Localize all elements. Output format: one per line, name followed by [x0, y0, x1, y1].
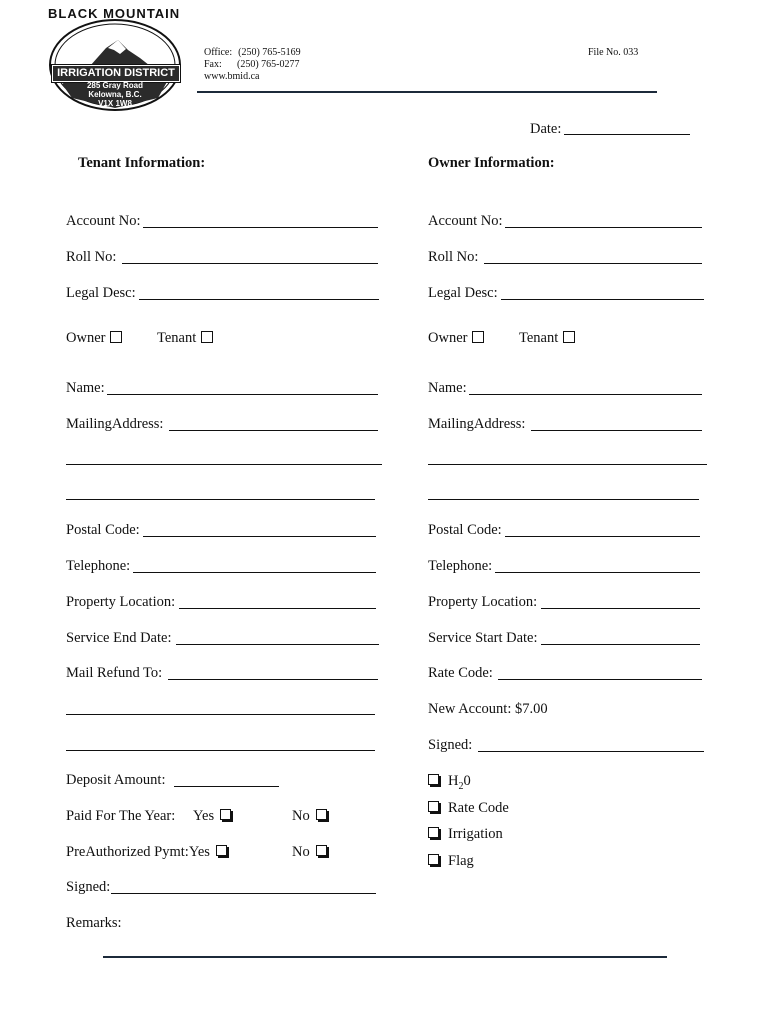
tenant-account-label: Account No:	[66, 213, 141, 229]
tenant-name-label: Name:	[66, 380, 105, 396]
owner-mailing-label: MailingAddress:	[428, 416, 526, 432]
logo-address-street: 285 Gray Road	[86, 81, 144, 90]
tenant-name-field[interactable]	[107, 394, 378, 395]
irrigation-label: Irrigation	[448, 826, 503, 842]
flag-checkbox[interactable]	[428, 854, 439, 865]
tenant-mail-refund-line-3[interactable]	[66, 750, 375, 751]
paid-year-yes-checkbox[interactable]	[220, 809, 231, 820]
tenant-owner-checkbox[interactable]	[110, 331, 122, 343]
owner-account-field[interactable]	[505, 227, 702, 228]
owner-property-label: Property Location:	[428, 594, 538, 610]
owner-signed-label: Signed:	[428, 737, 473, 753]
owner-owner-option[interactable]	[428, 330, 484, 346]
owner-property-field[interactable]	[541, 608, 700, 609]
owner-mailing-line-3[interactable]	[428, 499, 699, 500]
owner-roll-field[interactable]	[484, 263, 702, 264]
tenant-owner-label: Owner	[66, 330, 106, 346]
tenant-tenant-option[interactable]	[157, 330, 213, 346]
tenant-deposit-label: Deposit Amount:	[66, 772, 166, 788]
rate-code-check-label: Rate Code	[448, 800, 509, 816]
logo-address-city: Kelowna, B.C.	[88, 90, 142, 99]
owner-name-field[interactable]	[469, 394, 702, 395]
owner-telephone-field[interactable]	[495, 572, 700, 573]
h2o-label-tail: 0	[463, 773, 471, 789]
irrigation-option[interactable]	[428, 826, 503, 842]
rate-code-option[interactable]	[428, 800, 509, 816]
tenant-tenant-label: Tenant	[157, 330, 197, 346]
owner-rate-code-label: Rate Code:	[428, 665, 493, 681]
owner-signed-field[interactable]	[478, 751, 704, 752]
website: www.bmid.ca	[204, 71, 260, 82]
tenant-postal-label: Postal Code:	[66, 522, 140, 538]
remarks-label: Remarks:	[66, 915, 122, 931]
owner-legal-field[interactable]	[501, 299, 704, 300]
owner-legal-label: Legal Desc:	[428, 285, 498, 301]
flag-option[interactable]	[428, 853, 474, 869]
owner-heading: Owner Information:	[428, 155, 555, 171]
tenant-signed-label: Signed:	[66, 879, 111, 895]
office-phone: (250) 765-5169	[238, 47, 301, 58]
tenant-signed-field[interactable]	[111, 893, 376, 894]
tenant-property-label: Property Location:	[66, 594, 176, 610]
tenant-mailing-line-3[interactable]	[66, 499, 375, 500]
preauth-no-label: No	[292, 844, 310, 860]
owner-postal-field[interactable]	[505, 536, 700, 537]
tenant-property-field[interactable]	[179, 608, 376, 609]
preauth-yes-checkbox[interactable]	[216, 845, 227, 856]
logo-address	[48, 81, 182, 108]
owner-service-start-field[interactable]	[541, 644, 700, 645]
tenant-mailing-field[interactable]	[169, 430, 378, 431]
tenant-mailing-label: MailingAddress:	[66, 416, 164, 432]
paid-year-no-label: No	[292, 808, 310, 824]
fax-number: (250) 765-0277	[237, 59, 300, 70]
owner-mailing-field[interactable]	[531, 430, 702, 431]
tenant-tenant-checkbox[interactable]	[201, 331, 213, 343]
tenant-telephone-label: Telephone:	[66, 558, 131, 574]
owner-service-start-label: Service Start Date:	[428, 630, 538, 646]
owner-rate-code-field[interactable]	[498, 679, 702, 680]
tenant-roll-field[interactable]	[122, 263, 378, 264]
header-rule	[197, 91, 657, 93]
owner-tenant-checkbox[interactable]	[563, 331, 575, 343]
logo-banner-text: IRRIGATION DISTRICT	[57, 67, 175, 79]
date-field[interactable]	[564, 134, 690, 135]
owner-owner-checkbox[interactable]	[472, 331, 484, 343]
paid-year-no-option[interactable]	[292, 808, 327, 824]
tenant-account-field[interactable]	[143, 227, 378, 228]
tenant-legal-field[interactable]	[139, 299, 379, 300]
office-label: Office:	[204, 47, 233, 58]
flag-label: Flag	[448, 853, 474, 869]
owner-name-label: Name:	[428, 380, 467, 396]
tenant-deposit-field[interactable]	[174, 786, 279, 787]
preauth-yes-option[interactable]	[66, 844, 227, 860]
file-number: File No. 033	[588, 47, 639, 58]
paid-year-label: Paid For The Year:	[66, 808, 176, 824]
date-label: Date:	[530, 121, 562, 137]
owner-postal-label: Postal Code:	[428, 522, 502, 538]
owner-account-label: Account No:	[428, 213, 503, 229]
tenant-mail-refund-label: Mail Refund To:	[66, 665, 163, 681]
paid-year-no-checkbox[interactable]	[316, 809, 327, 820]
owner-roll-label: Roll No:	[428, 249, 479, 265]
fax-label: Fax:	[204, 59, 222, 70]
tenant-service-end-field[interactable]	[176, 644, 379, 645]
owner-tenant-label: Tenant	[519, 330, 559, 346]
h2o-option[interactable]	[428, 773, 471, 795]
h2o-label	[448, 773, 471, 792]
tenant-telephone-field[interactable]	[133, 572, 376, 573]
owner-telephone-label: Telephone:	[428, 558, 493, 574]
new-account-fee: New Account: $7.00	[428, 701, 548, 717]
h2o-label-base: H	[448, 773, 459, 789]
tenant-mail-refund-field[interactable]	[168, 679, 378, 680]
tenant-legal-label: Legal Desc:	[66, 285, 136, 301]
logo-address-postal: V1X 1W8	[98, 99, 132, 108]
tenant-owner-option[interactable]	[66, 330, 122, 346]
paid-year-yes-option[interactable]	[193, 808, 231, 824]
rate-code-checkbox[interactable]	[428, 801, 439, 812]
district-logo	[48, 6, 182, 112]
footer-rule	[103, 956, 667, 958]
preauth-no-checkbox[interactable]	[316, 845, 327, 856]
owner-owner-label: Owner	[428, 330, 468, 346]
owner-tenant-option[interactable]	[519, 330, 575, 346]
paid-year-yes-label: Yes	[193, 808, 215, 824]
tenant-postal-field[interactable]	[143, 536, 376, 537]
tenant-mailing-line-2[interactable]	[66, 464, 382, 465]
tenant-roll-label: Roll No:	[66, 249, 117, 265]
h2o-checkbox[interactable]	[428, 774, 439, 785]
contact-block	[204, 47, 301, 83]
tenant-service-end-label: Service End Date:	[66, 630, 172, 646]
tenant-heading: Tenant Information:	[78, 155, 206, 171]
irrigation-checkbox[interactable]	[428, 827, 439, 838]
h2o-label-subscript: 2	[458, 780, 464, 792]
preauth-label: PreAuthorized Pymt:Yes	[66, 844, 210, 860]
tenant-mail-refund-line-2[interactable]	[66, 714, 375, 715]
preauth-no-option[interactable]	[292, 844, 327, 860]
logo-arc-text: BLACK MOUNTAIN	[48, 6, 181, 21]
owner-mailing-line-2[interactable]	[428, 464, 707, 465]
logo-banner	[52, 65, 180, 82]
